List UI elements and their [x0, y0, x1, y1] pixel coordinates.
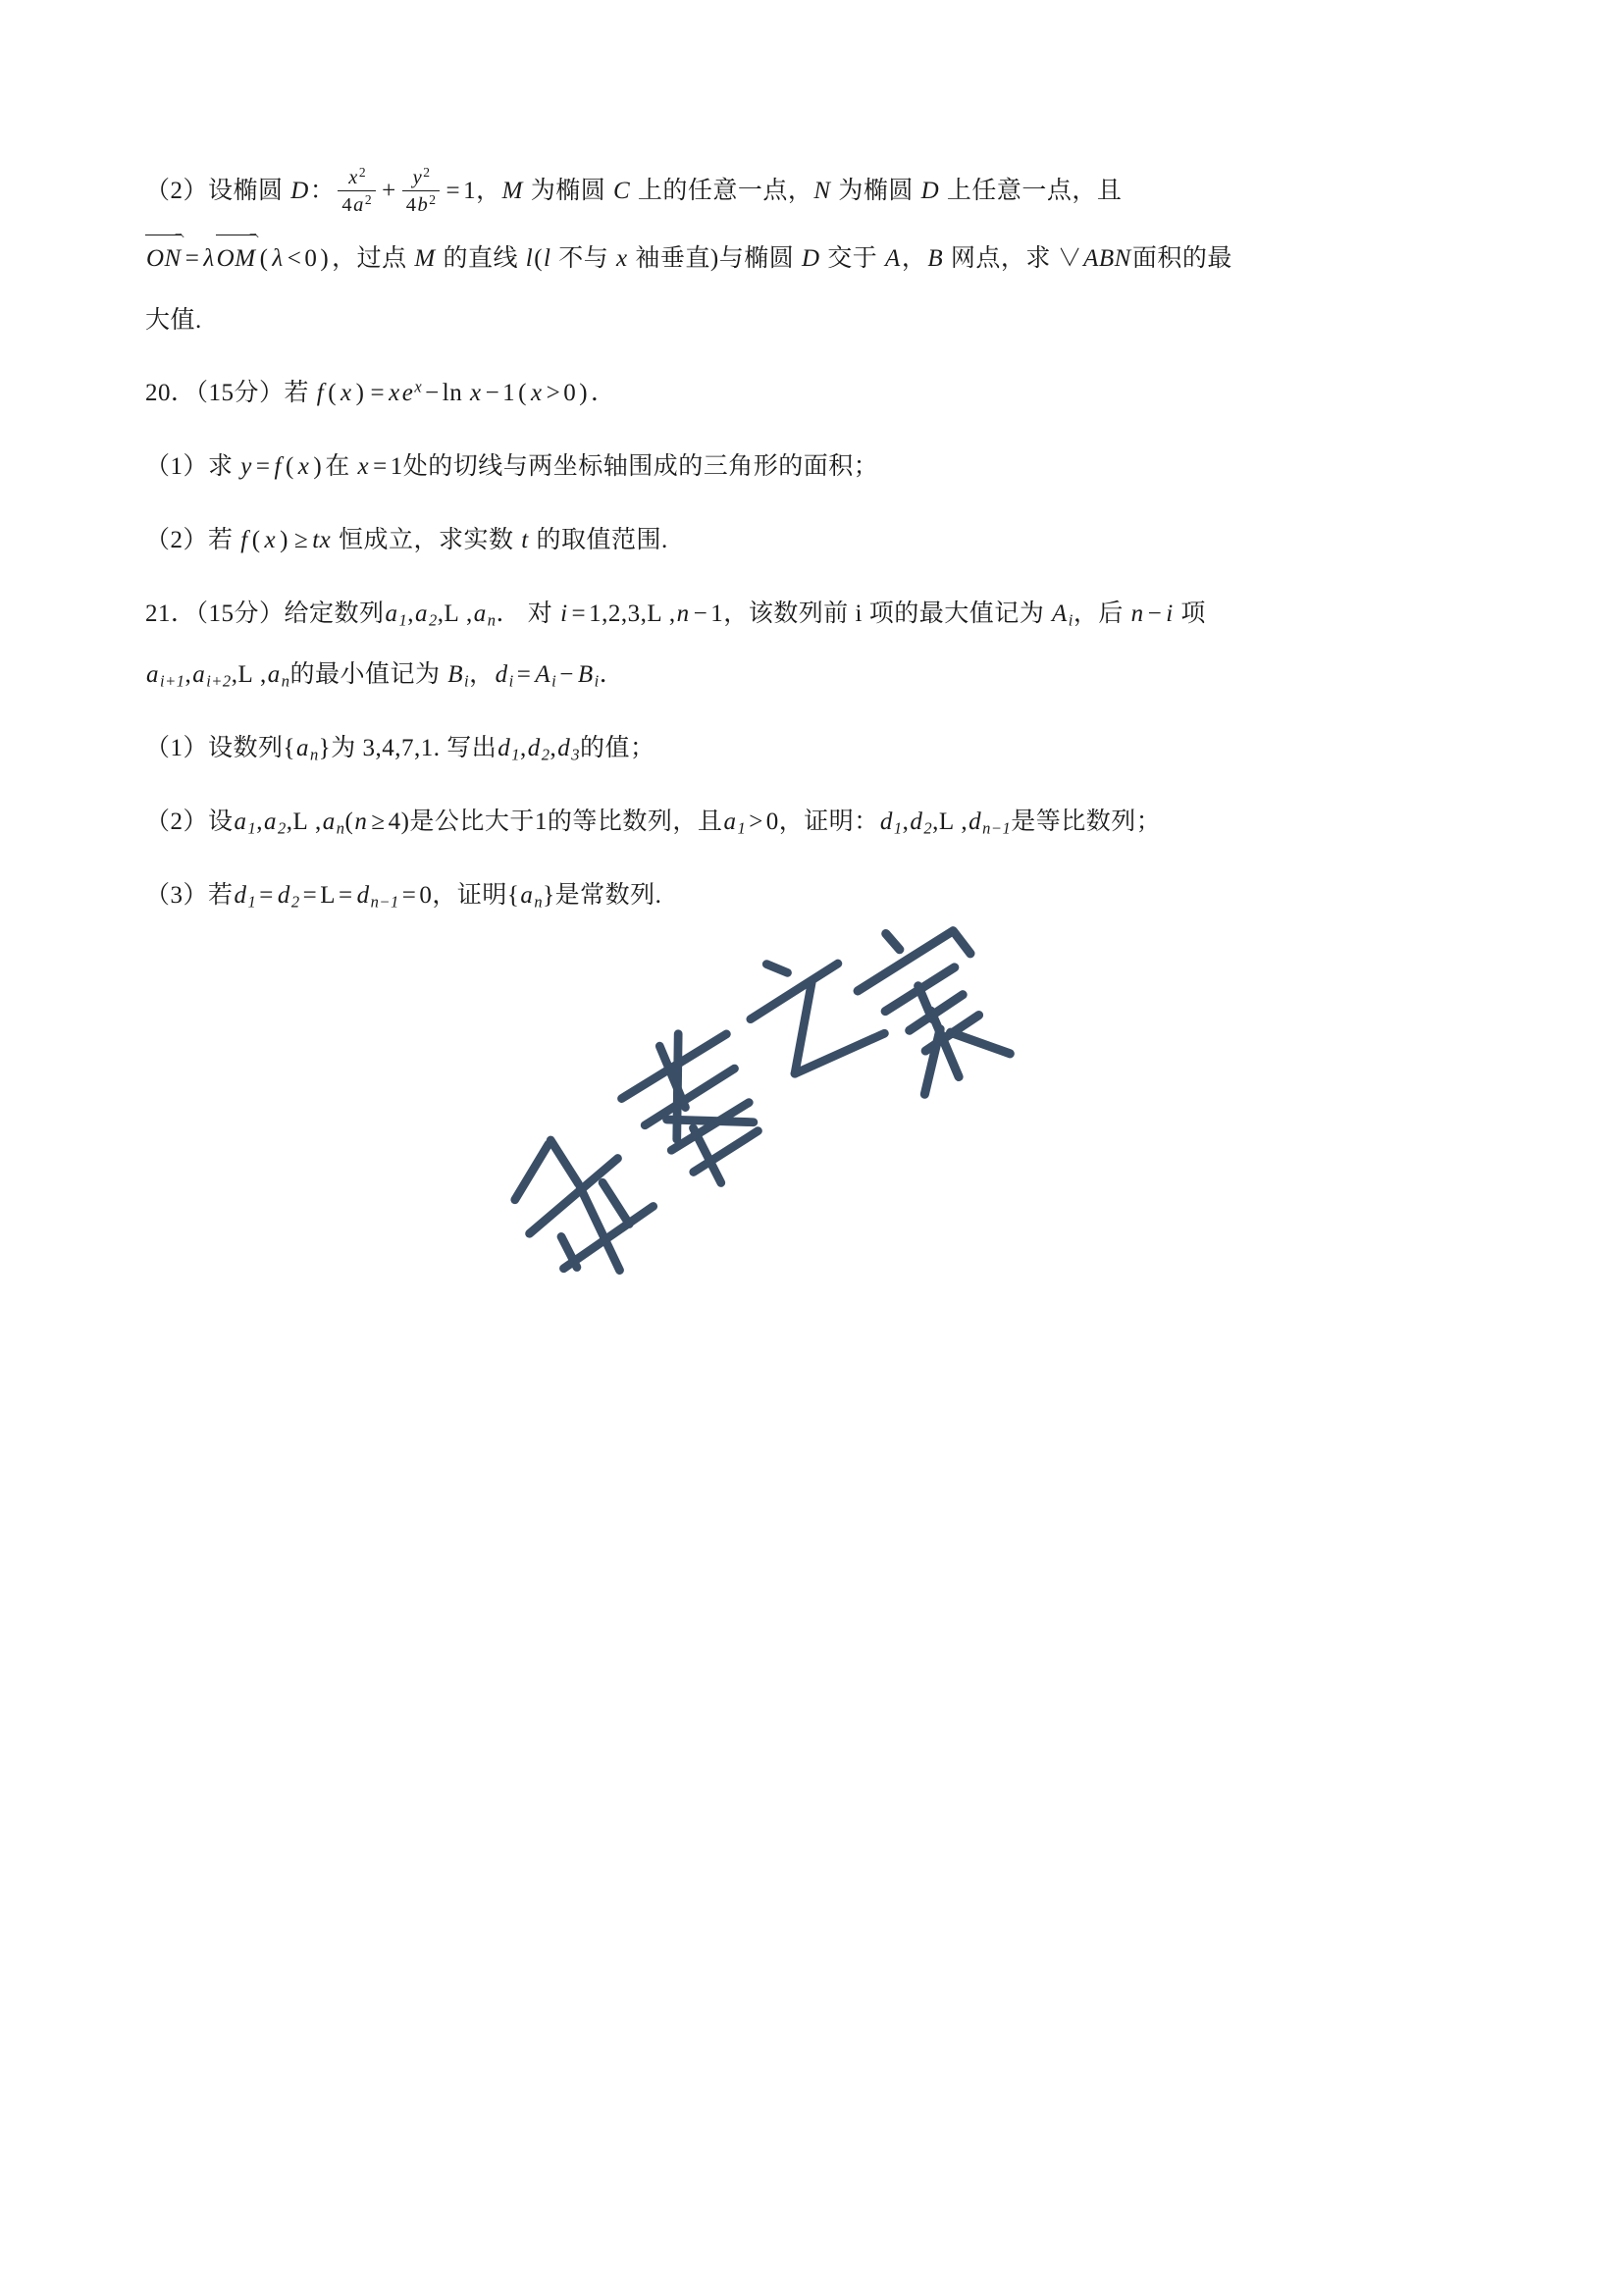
paragraph-20-1: （1）求 y = f ( x ) 在 x = 1处的切线与两坐标轴围成的三角形的面积；	[145, 453, 879, 481]
paragraph-21-3: （3）若$d_1 = d_2 = L = d_{n-1} = 0$，证明$\{a_n\}$是常数列.	[145, 881, 662, 912]
document-body	[145, 167, 1490, 945]
paragraph-19-2-line2: ON = λOM ( λ < 0 ) ，过点 M 的直线 l(l 不与 x 袖垂直)与椭圆 D 交于 A，B 网点，求 ∨ABN面积的最	[145, 233, 1490, 284]
paragraph-21-1: （1）设数列$\{a_n\}$为 3,4,7,1. 写出$d_1,d_2,d_3$的值；	[145, 735, 655, 764]
paragraph-19-2-line1: （2）设椭圆 D： $\frac{x^2}{4a^2}$ + $\frac{y^2}{4b^2}$ = 1，M 为椭圆 C 上的任意一点，N 为椭圆 D 上任意一点，且	[145, 165, 1123, 217]
paragraph-20-stem: 20．（15分）若 f ( x ) = $xe^x - \ln x - 1$ ( x > 0 ) ．	[145, 377, 616, 407]
paragraph-21-stem-line1: 21．（15分）给定数列$a_1,a_2,L$ $,a_n$． 对 i = 1,2,3,L ,n − 1，该数列前 i 项的最大值记为 $A_i$，后 n − i 项	[145, 600, 1206, 630]
paragraph-21-stem-line2: $a_{i+1},a_{i+2},L$ $,a_n$的最小值记为 $B_i$，$d_i = A_i - B_i$．	[146, 661, 625, 692]
paragraph-21-2: （2）设$a_1,a_2,L$ $,a_n(n \ge 4)$是公比大于1的等比数列，且$a_1 > 0$，证明：$d_1,d_2,L$ $,d_{n-1}$是等比数列；	[145, 808, 1162, 838]
paragraph-20-2: （2）若 f ( x ) ≥ tx 恒成立，求实数 t 的取值范围.	[145, 526, 668, 553]
paragraph-19-2-line3: 大值.	[145, 306, 202, 334]
